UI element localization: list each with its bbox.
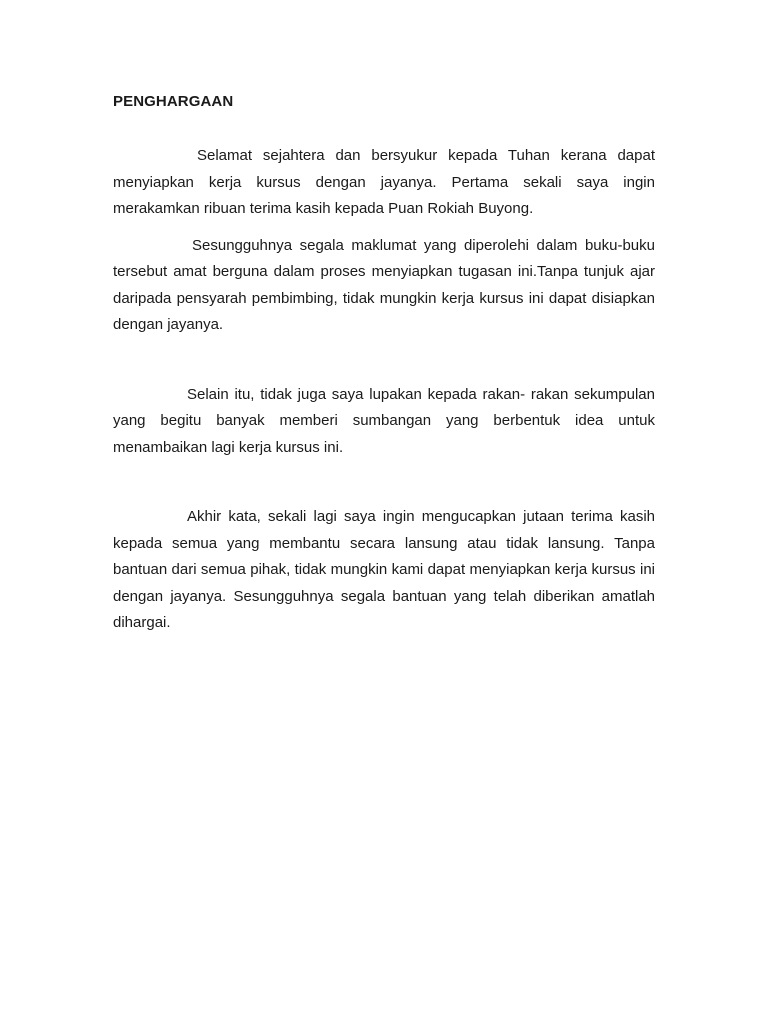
paragraph-opening: Selamat sejahtera dan bersyukur kepada Tuhan kerana dapat menyiapkan kerja kursus dengan jayanya. Pertama sekali saya ingin merakamkan ribuan terima kasih kepada Puan Rokiah Buyong. [113,147,655,217]
paragraph-group-members: Selain itu, tidak juga saya lupakan kepada rakan- rakan sekumpulan yang begitu banyak memberi sumbangan yang berbentuk idea untuk menambaikan lagi kerja kursus ini. [113,385,655,456]
paragraph-information: Sesungguhnya segala maklumat yang diperolehi dalam buku-buku tersebut amat berguna dalam proses menyiapkan tugasan ini.Tanpa tunjuk ajar daripada pensyarah pembimbing, tidak mungkin kerja kursus ini dapat disiapkan dengan jayanya. [113,236,655,333]
document-body [113,92,655,637]
page-title: PENGHARGAAN [113,93,234,110]
paragraph-closing: Akhir kata, sekali lagi saya ingin mengucapkan jutaan terima kasih kepada semua yang membantu secara lansung atau tidak lansung. Tanpa bantuan dari semua pihak, tidak mungkin kami dapat menyiapkan kerja kursus ini dengan jayanya. Sesungguhnya segala bantuan yang telah diberikan amatlah dihargai. [113,508,655,631]
